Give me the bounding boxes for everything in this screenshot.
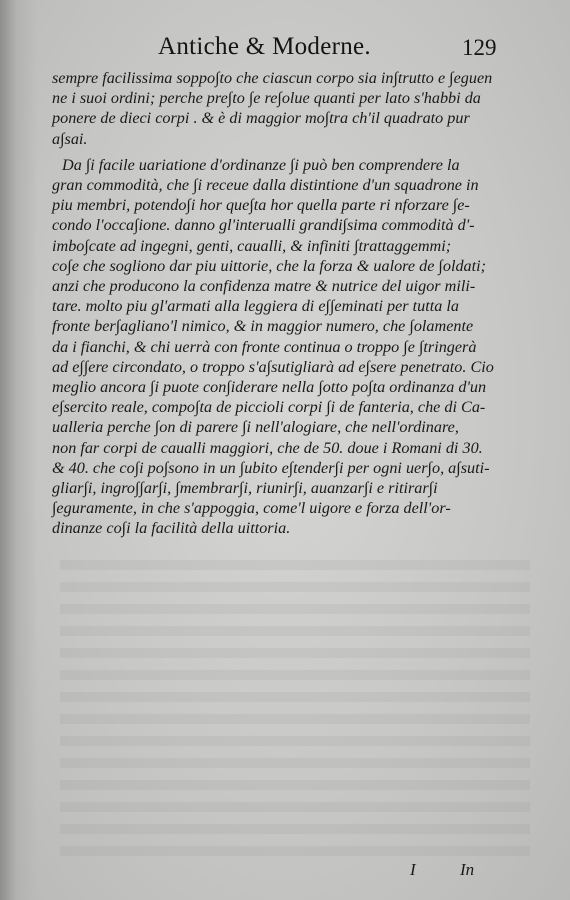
text-line: ∫eguramente, in che s'appoggia, come'l uigore e forza dell'or- xyxy=(52,499,451,518)
text-line: gran commodità, che ∫i receue dalla distintione d'un squadrone in xyxy=(52,176,479,195)
text-line: ualleria perche ∫on di parere ∫i nell'alogiare, che nell'ordinare, xyxy=(52,418,459,437)
gutter-shadow xyxy=(0,0,38,900)
text-line: da i fianchi, & chi uerrà con fronte continua o troppo ∫e ∫tringerà xyxy=(52,337,477,356)
text-line: meglio ancora ∫i puote con∫iderare nella ∫otto po∫ta ordinanza d'un xyxy=(52,378,487,397)
text-line: dinanze co∫i la facilità della uittoria. xyxy=(52,519,291,538)
text-line: imbo∫cate ad ingegni, genti, caualli, & infiniti ∫trattaggemmi; xyxy=(52,236,452,255)
text-line: Da ∫i facile uariatione d'ordinanze ∫i può ben comprendere la xyxy=(62,155,460,174)
text-line: non far corpi de caualli maggiori, che de 50. doue i Romani di 30. xyxy=(52,438,483,457)
text-line: anzi che producono la confidenza matre & nutrice del uigor mili- xyxy=(52,277,476,296)
text-line: ad e∫∫ere circondato, o troppo s'a∫sutigliarà ad e∫sere penetrato. Cio xyxy=(52,357,494,376)
page-number: 129 xyxy=(462,35,497,60)
text-line: gliar∫i, ingro∫∫ar∫i, ∫membrar∫i, riunir∫i, auanzar∫i e ritirar∫i xyxy=(52,479,438,498)
show-through-bleed xyxy=(60,560,530,860)
page-header xyxy=(0,31,570,71)
paragraph-2 xyxy=(52,155,522,539)
text-line: piu membri, potendo∫i hor que∫ta hor quella parte ri nforzare ∫e- xyxy=(52,196,470,215)
text-line: ponere de dieci corpi . & è di maggior mo∫tra ch'il quadrato pur xyxy=(52,109,470,128)
page-footer xyxy=(0,860,570,890)
text-line: co∫e che sogliono dar piu uittorie, che la forza & ualore de ∫oldati; xyxy=(52,256,487,275)
text-line: condo l'occa∫ione. danno gl'interualli grandi∫sima commodità d'- xyxy=(52,216,475,235)
running-head: Antiche & Moderne. xyxy=(158,33,371,60)
text-line: ne i suoi ordini; perche pre∫to ∫e re∫olue quanti per lato s'habbi da xyxy=(52,89,481,108)
signature-mark: I xyxy=(410,860,416,879)
text-line: & 40. che co∫i po∫sono in un ∫ubito e∫tender∫i per ogni uer∫o, a∫suti- xyxy=(52,458,490,477)
paragraph-1 xyxy=(52,68,522,149)
text-line: a∫sai. xyxy=(52,129,88,148)
catchword: In xyxy=(460,860,475,879)
text-line: tare. molto piu gl'armati alla leggiera di e∫∫eminati per tutta la xyxy=(52,297,459,316)
body-text xyxy=(52,68,522,539)
text-line: fronte ber∫agliano'l nimico, & in maggior numero, che ∫olamente xyxy=(52,317,474,336)
text-line: sempre facilissima soppo∫to che ciascun corpo sia in∫trutto e ∫eguen xyxy=(52,69,493,87)
text-line: e∫sercito reale, compo∫ta de piccioli corpi ∫i de fanteria, che di Ca- xyxy=(52,398,486,417)
